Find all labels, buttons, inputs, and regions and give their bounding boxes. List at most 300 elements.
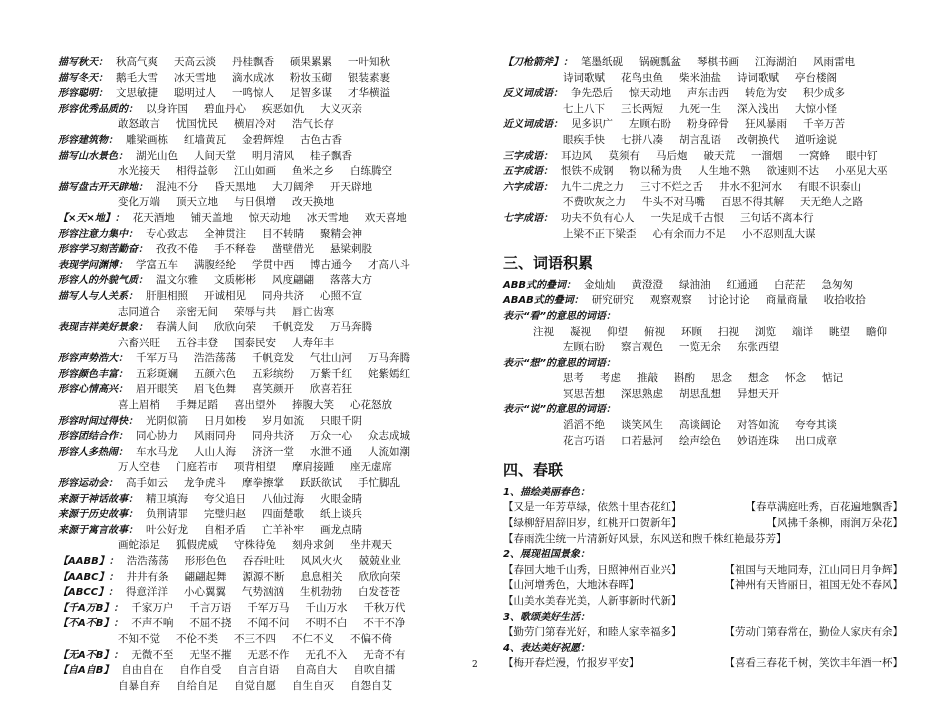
- idiom: 千秋万代: [363, 601, 406, 614]
- couplet: 【又是一年芳草绿，依然十里杏花红】: [503, 501, 682, 514]
- idiom: 孜孜不倦: [156, 243, 198, 256]
- idiom: 人流如潮: [368, 445, 410, 458]
- idiom: 亭台楼阁: [795, 71, 837, 84]
- idiom-row: [503, 164, 903, 180]
- idiom: 商量商量: [765, 294, 808, 307]
- idiom: 亡羊补牢: [262, 523, 304, 536]
- idiom-row: [503, 133, 903, 149]
- idiom: 千帆竞发: [272, 321, 314, 334]
- couplet: 【神州有天皆丽日，祖国无处不春风】: [724, 579, 903, 592]
- couplet-row: [503, 578, 903, 594]
- idiom: 桂子飘香: [310, 149, 352, 162]
- row-label: 五字成语：: [503, 166, 553, 178]
- row-label: 表现学问渊博：: [58, 259, 128, 271]
- idiom-row: [58, 195, 448, 211]
- idiom: 一溜烟: [751, 149, 783, 162]
- idiom: 柴米油盐: [679, 71, 721, 84]
- idiom: 小不忍则乱大谋: [742, 227, 816, 240]
- idiom: 粉妆玉砌: [290, 71, 332, 84]
- idiom: 自觉自愿: [234, 679, 276, 692]
- idiom-row: [58, 663, 448, 679]
- idiom-row: [503, 180, 903, 196]
- couplet-row: [503, 500, 903, 516]
- idiom: 不声不响: [131, 617, 174, 630]
- row-label: 【AABB】：: [58, 556, 119, 567]
- idiom-row: [503, 86, 903, 102]
- row-label: 表示“看”的意思的词语：: [503, 310, 616, 322]
- idiom: 自高自大: [295, 664, 338, 677]
- idiom: 斟酌: [674, 372, 695, 385]
- idiom: 负荆请罪: [146, 508, 188, 521]
- row-label: 描写人与人关系：: [58, 290, 138, 302]
- idiom: 画蛇添足: [118, 539, 160, 552]
- idiom: 风雨同舟: [194, 430, 236, 443]
- idiom: 凝视: [570, 325, 591, 338]
- idiom-row: [58, 648, 448, 664]
- idiom-row: [58, 507, 448, 523]
- idiom-row: [58, 227, 448, 243]
- idiom: 绿油油: [678, 278, 711, 291]
- idiom: 气壮山河: [310, 352, 352, 365]
- idiom: 千山万水: [305, 601, 348, 614]
- idiom: 思念: [711, 372, 732, 385]
- idiom: 冥思苦想: [563, 387, 605, 400]
- idiom: 不明不白: [305, 617, 348, 630]
- idiom: 兢兢业业: [358, 555, 401, 567]
- idiom: 花天酒地: [132, 211, 175, 224]
- idiom: 五彩斑斓: [136, 367, 178, 380]
- idiom-row: [58, 632, 448, 648]
- idiom: 万人空巷: [118, 461, 160, 474]
- idiom: 井井有条: [126, 570, 169, 583]
- idiom: 白练腾空: [350, 165, 392, 178]
- idiom: 项背相望: [234, 461, 276, 474]
- idiom: 想念: [748, 372, 769, 385]
- idiom: 牛头不对马嘴: [642, 196, 705, 209]
- couplet-row: [503, 532, 903, 548]
- idiom: 不偏不倚: [350, 632, 392, 645]
- idiom-row: [503, 227, 903, 243]
- idiom: 八仙过海: [262, 492, 304, 505]
- idiom: 同舟共济: [252, 430, 294, 443]
- idiom: 日月如梭: [204, 414, 246, 427]
- idiom: 足智多谋: [290, 87, 332, 100]
- idiom: 与日俱增: [234, 196, 276, 209]
- section3-title: 三、词语积累: [503, 254, 594, 273]
- idiom: 三长两短: [621, 102, 663, 115]
- idiom: 眉飞色舞: [194, 383, 236, 396]
- idiom: 车水马龙: [136, 445, 178, 458]
- idiom: 唇亡齿寒: [292, 305, 334, 318]
- idiom: 碧血丹心: [204, 102, 246, 115]
- idiom: 千言万语: [189, 601, 232, 614]
- idiom: 万众一心: [310, 430, 352, 443]
- idiom: 改天换地: [292, 196, 334, 209]
- couplet: 【春草满庭吐秀，百花遍地飘香】: [745, 501, 903, 514]
- idiom: 恨铁不成钢: [561, 165, 614, 178]
- idiom: 雕梁画栋: [126, 133, 168, 146]
- idiom: 心花怒放: [350, 399, 392, 412]
- idiom: 开诚相见: [204, 289, 246, 302]
- idiom: 纸上谈兵: [320, 508, 362, 521]
- idiom: 万紫千红: [310, 367, 352, 380]
- idiom: 春满人间: [156, 321, 198, 334]
- idiom: 座无虚席: [350, 461, 392, 474]
- idiom: 功夫不负有心人: [561, 211, 635, 224]
- idiom-row: [503, 117, 903, 133]
- idiom: 源源不断: [242, 570, 285, 583]
- idiom-row: [58, 523, 448, 539]
- idiom: 一叶知秋: [348, 56, 390, 68]
- couplet: 【祖国与天地同寿，江山同日月争辉】: [724, 563, 903, 576]
- idiom: 风雨雷电: [813, 56, 855, 68]
- idiom: 只眼千阴: [320, 414, 362, 427]
- idiom: 眺望: [829, 325, 850, 338]
- idiom-row: [58, 554, 448, 570]
- idiom: 七拼八凑: [621, 133, 663, 146]
- idiom-row: [58, 102, 448, 118]
- idiom: 花鸟虫鱼: [621, 71, 663, 84]
- idiom: 马后炮: [656, 149, 688, 162]
- idiom: 白发苍苍: [358, 586, 401, 599]
- idiom-row: [503, 293, 903, 309]
- row-label: 【不A不B】：: [58, 618, 124, 630]
- idiom: 岁月如流: [262, 414, 304, 427]
- idiom: 千帆竞发: [252, 352, 294, 365]
- idiom: 不知不觉: [118, 632, 160, 645]
- idiom: 自作自受: [179, 664, 222, 677]
- couplet-row: [503, 625, 903, 641]
- idiom: 疾恶如仇: [262, 102, 304, 115]
- idiom: 琴棋书画: [697, 56, 739, 68]
- idiom: 胡言乱语: [679, 133, 721, 146]
- idiom: 九死一生: [679, 102, 721, 115]
- row-label: 形容注意力集中：: [58, 228, 138, 240]
- idiom: 惦记: [822, 372, 843, 385]
- section4-title: 四、春联: [503, 461, 564, 480]
- idiom: 绘声绘色: [679, 434, 721, 447]
- idiom: 滔滔不绝: [563, 419, 605, 432]
- idiom: 出口成章: [795, 434, 837, 447]
- idiom: 黄澄澄: [631, 278, 663, 291]
- idiom: 仰望: [607, 325, 628, 338]
- idiom: 翩翩起舞: [184, 570, 227, 583]
- idiom: 妙语连珠: [737, 434, 779, 447]
- idiom: 风度翩翩: [272, 274, 314, 287]
- idiom-row: [58, 149, 448, 165]
- row-label: 六字成语：: [503, 181, 553, 193]
- idiom: 气势汹汹: [242, 586, 285, 599]
- idiom: 金灿灿: [583, 278, 616, 291]
- idiom-row: [58, 55, 448, 71]
- idiom: 狂风暴雨: [745, 118, 787, 131]
- idiom: 相得益彰: [176, 165, 218, 178]
- idiom: 济济一堂: [252, 445, 294, 458]
- idiom: 五颜六色: [194, 367, 236, 380]
- idiom-row: [503, 402, 903, 418]
- idiom-row: [58, 398, 448, 414]
- idiom: 人寿年丰: [292, 336, 334, 349]
- idiom: 自给自足: [176, 679, 218, 692]
- row-label: 来源于历史故事：: [58, 509, 138, 521]
- idiom: 上梁不正下梁歪: [563, 227, 637, 240]
- idiom-row: [503, 149, 903, 165]
- idiom: 凿壁借光: [272, 243, 314, 256]
- idiom: 见多识广: [571, 118, 613, 131]
- couplet-subheading: 3、歌颂美好生活：: [503, 611, 590, 623]
- idiom: 龙争虎斗: [184, 477, 226, 490]
- couplet: 【春回大地千山秀，日照神州百业兴】: [503, 563, 682, 576]
- idiom: 井水不犯河水: [719, 180, 782, 193]
- idiom-row: [503, 325, 903, 341]
- idiom-row: [503, 371, 903, 387]
- idiom: 小巫见大巫: [835, 165, 888, 178]
- idiom: 浏览: [755, 325, 776, 338]
- idiom: 无孔不入: [305, 648, 348, 661]
- idiom: 端详: [792, 325, 813, 338]
- idiom: 无奇不有: [363, 648, 406, 661]
- couplet-row: [503, 594, 903, 610]
- idiom: 眼中钉: [846, 149, 878, 162]
- idiom: 形形色色: [184, 555, 227, 567]
- idiom: 叶公好龙: [146, 523, 188, 536]
- idiom: 观察观察: [649, 294, 692, 307]
- idiom-row: [58, 351, 448, 367]
- idiom: 四面楚歌: [262, 508, 304, 521]
- idiom: 铺天盖地: [190, 211, 233, 224]
- section4-couplets: [503, 485, 903, 672]
- idiom: 夸父追日: [204, 492, 246, 505]
- idiom: 百思不得其解: [721, 196, 784, 209]
- row-label: 【ABCC】：: [58, 587, 119, 599]
- idiom: 手舞足蹈: [176, 399, 218, 412]
- idiom: 千辛万苦: [803, 118, 845, 131]
- idiom: 千家万户: [131, 601, 174, 614]
- idiom: 古色古香: [300, 133, 342, 146]
- idiom-row: [58, 492, 448, 508]
- idiom: 莫须有: [608, 149, 640, 162]
- idiom: 银装素裹: [348, 71, 390, 84]
- idiom: 口若悬河: [621, 434, 663, 447]
- idiom: 自暴自弃: [118, 679, 160, 692]
- page-number: 2: [472, 660, 478, 670]
- right-idiom-list: [503, 55, 903, 242]
- idiom: 大惊小怪: [795, 102, 837, 115]
- idiom-row: [58, 460, 448, 476]
- idiom: 刻舟求剑: [292, 539, 334, 552]
- couplet-subheading: 1、描绘美丽春色：: [503, 486, 590, 498]
- idiom: 众志成城: [368, 430, 410, 443]
- idiom: 不费吹灰之力: [563, 196, 626, 209]
- idiom: 一览无余: [679, 341, 721, 354]
- idiom: 欣喜若狂: [310, 383, 352, 396]
- couplet: 【勤劳门第春光好，和睦人家幸福多】: [503, 626, 682, 639]
- idiom: 一窝蜂: [798, 149, 830, 162]
- couplet-row: [503, 516, 903, 532]
- couplet: 【山河增秀色，大地沐春晖】: [503, 579, 640, 592]
- idiom-row: [503, 278, 903, 294]
- idiom: 有眼不识泰山: [798, 180, 861, 193]
- idiom-row: [503, 340, 903, 356]
- row-label: 表现吉祥美好景象：: [58, 322, 148, 334]
- idiom-row: [58, 538, 448, 554]
- idiom-row: [58, 258, 448, 274]
- idiom: 文思敏捷: [116, 87, 158, 100]
- idiom: 粉身碎骨: [687, 118, 729, 131]
- row-label: 【AABC】：: [58, 571, 119, 583]
- idiom: 顶天立地: [176, 196, 218, 209]
- idiom: 门庭若市: [176, 461, 218, 474]
- idiom: 喜出望外: [234, 399, 276, 412]
- idiom: 江山如画: [234, 165, 276, 178]
- idiom: 花言巧语: [563, 434, 605, 447]
- idiom: 七上八下: [563, 102, 605, 115]
- idiom: 三寸不烂之舌: [640, 180, 703, 193]
- idiom: 变化万端: [118, 196, 160, 209]
- idiom: 心照不宣: [320, 289, 362, 302]
- idiom-row: [58, 305, 448, 321]
- idiom: 笔墨纸砚: [581, 56, 623, 68]
- idiom: 冰天雪地: [306, 211, 349, 224]
- idiom: 温文尔雅: [156, 274, 198, 287]
- idiom-row: [58, 180, 448, 196]
- row-label: 表示“说”的意思的词语：: [503, 404, 616, 416]
- idiom-row: [58, 336, 448, 352]
- idiom: 狐假虎威: [176, 539, 218, 552]
- idiom: 思考: [563, 372, 584, 385]
- idiom: 转危为安: [745, 87, 787, 100]
- idiom-row: [58, 679, 448, 695]
- idiom: 惊天动地: [629, 87, 671, 100]
- idiom-row: [58, 86, 448, 102]
- idiom-row: [503, 55, 903, 71]
- idiom-row: [58, 585, 448, 601]
- idiom: 胡思乱想: [679, 387, 721, 400]
- left-column: [58, 55, 448, 694]
- idiom: 不三不四: [234, 632, 276, 645]
- row-label: 【自A自B】: [58, 665, 114, 677]
- idiom: 道听途说: [795, 133, 837, 146]
- idiom: 三句话不离本行: [740, 211, 814, 224]
- idiom: 自怨自艾: [350, 679, 392, 692]
- idiom: 推敲: [637, 372, 658, 385]
- idiom: 忧国忧民: [176, 118, 218, 131]
- idiom: 敢怒敢言: [118, 118, 160, 131]
- idiom: 注视: [533, 325, 554, 338]
- idiom-row: [503, 418, 903, 434]
- row-label: 【无A不B】：: [58, 649, 124, 661]
- row-label: 形容时间过得快：: [58, 415, 138, 427]
- idiom: 争先恐后: [571, 87, 613, 100]
- idiom-row: [58, 429, 448, 445]
- couplet: 【春雨洗尘统一片清新好风景，东风送和煦千株红艳最芬芳】: [503, 532, 787, 545]
- idiom-row: [58, 382, 448, 398]
- idiom: 收拾收拾: [823, 294, 866, 307]
- row-label: 形容颜色丰富：: [58, 368, 128, 380]
- idiom-row: [503, 356, 903, 372]
- idiom: 鹅毛大雪: [116, 71, 158, 84]
- idiom: 肝胆相照: [146, 289, 188, 302]
- idiom: 人山人海: [194, 445, 236, 458]
- idiom: 急匆匆: [821, 278, 853, 291]
- idiom: 千军万马: [247, 601, 290, 614]
- idiom: 江海湖泊: [755, 56, 797, 68]
- idiom: 守株待兔: [234, 539, 276, 552]
- couplet: 【山美水美春光美，人新事新时代新】: [503, 595, 682, 607]
- idiom: 火眼金睛: [320, 492, 362, 505]
- idiom-row: [503, 309, 903, 325]
- idiom: 千军万马: [136, 352, 178, 365]
- idiom: 浩气长存: [292, 118, 334, 131]
- idiom: 手不释卷: [214, 243, 256, 256]
- row-label: 形容运动会：: [58, 478, 118, 490]
- idiom: 无微不至: [131, 648, 174, 661]
- idiom-row: [58, 367, 448, 383]
- couplet-row: [503, 563, 903, 579]
- couplet: 【喜看三春花千树，笑饮丰年酒一杯】: [724, 657, 903, 670]
- couplet-subheading: 2、展现祖国景象：: [503, 549, 590, 561]
- idiom: 国泰民安: [234, 336, 276, 349]
- right-column: [503, 55, 903, 672]
- section3-list: [503, 278, 903, 450]
- idiom: 一鸣惊人: [232, 87, 274, 100]
- idiom-row: [58, 133, 448, 149]
- idiom: 小心翼翼: [184, 586, 227, 599]
- row-label: 反义词成语：: [503, 88, 563, 100]
- idiom-row: [503, 387, 903, 403]
- idiom: 荣辱与共: [234, 305, 276, 318]
- idiom: 同舟共济: [262, 289, 304, 302]
- idiom: 博古通今: [310, 258, 352, 271]
- idiom: 诗词歌赋: [563, 71, 605, 84]
- idiom: 目不转睛: [262, 227, 304, 240]
- idiom: 冰天雪地: [174, 71, 216, 84]
- idiom: 坐井观天: [350, 539, 392, 552]
- idiom: 欣欣向荣: [214, 321, 256, 334]
- idiom: 察言观色: [621, 341, 663, 354]
- idiom: 秋高气爽: [116, 56, 158, 68]
- idiom: 扫视: [718, 325, 739, 338]
- idiom: 浩浩荡荡: [126, 555, 169, 567]
- idiom: 左顾右盼: [629, 118, 671, 131]
- idiom: 天高云淡: [174, 56, 216, 68]
- idiom-row: [58, 71, 448, 87]
- row-label: 来源于神话故事：: [58, 493, 138, 505]
- idiom: 诗词歌赋: [737, 71, 779, 84]
- idiom: 异想天开: [737, 387, 779, 400]
- idiom: 眉开眼笑: [136, 383, 178, 396]
- idiom: 水光接天: [118, 165, 160, 178]
- row-label: 表示“想”的意思的词语：: [503, 357, 616, 369]
- idiom: 悬梁刺股: [330, 243, 372, 256]
- idiom: 考虑: [600, 372, 621, 385]
- idiom: 深入浅出: [737, 102, 779, 115]
- idiom: 以身许国: [146, 102, 188, 115]
- idiom: 昏天黑地: [214, 180, 256, 193]
- idiom: 大刀阔斧: [272, 180, 314, 193]
- idiom-row: [58, 476, 448, 492]
- idiom: 大义灭亲: [320, 102, 362, 115]
- idiom: 自由自在: [121, 664, 164, 677]
- row-label: 描写秋天：: [58, 57, 108, 68]
- idiom: 五彩缤纷: [252, 367, 294, 380]
- row-label: 形容建筑物：: [58, 134, 118, 146]
- idiom: 红通通: [726, 278, 758, 291]
- idiom: 滴水成冰: [232, 71, 274, 84]
- idiom: 混沌不分: [156, 180, 198, 193]
- idiom: 天无绝人之路: [800, 196, 863, 209]
- idiom-row: [58, 320, 448, 336]
